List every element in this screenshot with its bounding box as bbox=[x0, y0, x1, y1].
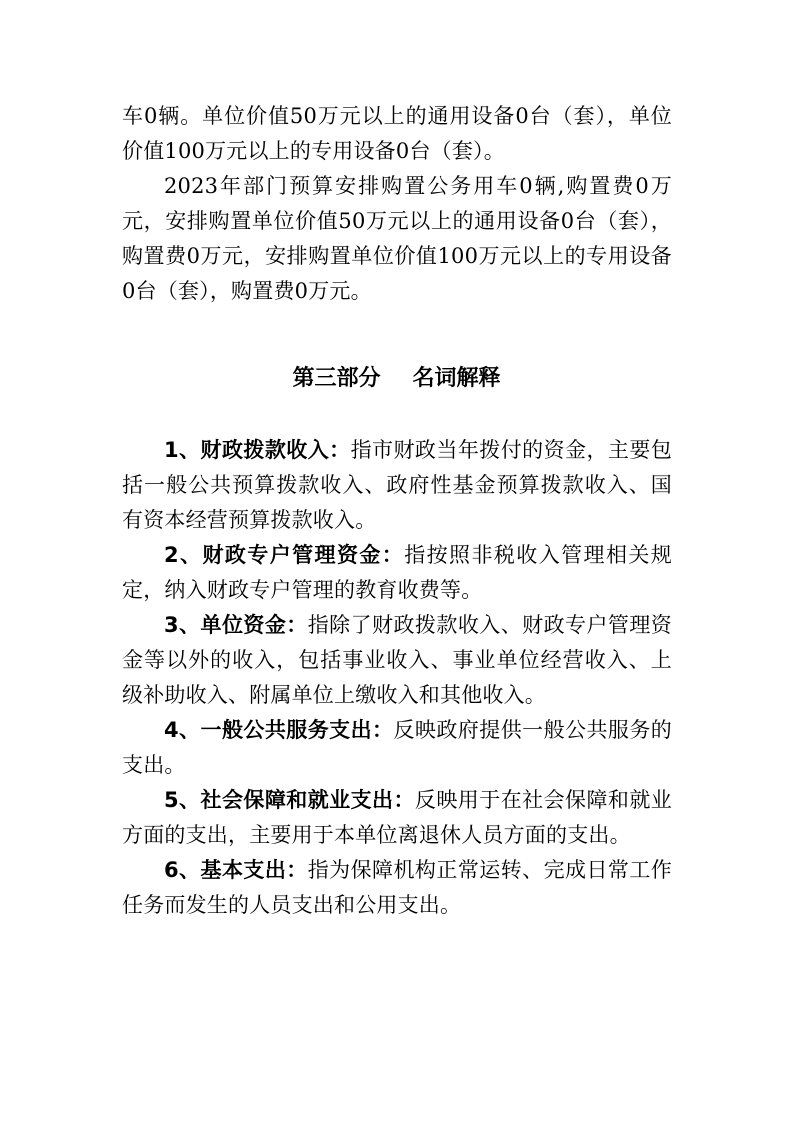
term-name: 5、社会保障和就业支出： bbox=[164, 788, 415, 812]
intro-paragraph-1: 车0辆。单位价值50万元以上的通用设备0台（套），单位价值100万元以上的专用设备0台（套）。 bbox=[122, 104, 672, 163]
term-definition: 指除了财政拨款收入、财政专户管理资金等以外的收入，包括事业收入、事业单位经营收入、上级补助收入、附属单位上缴收入和其他收入。 bbox=[122, 613, 672, 707]
term-definition: 指市财政当年拨付的资金，主要包括一般公共预算拨款收入、政府性基金预算拨款收入、国有资本经营预算拨款收入。 bbox=[122, 438, 673, 532]
intro-paragraph-2: 2023年部门预算安排购置公务用车0辆,购置费0万元，安排购置单位价值50万元以上的通用设备0台（套），购置费0万元，安排购置单位价值100万元以上的专用设备0台（套），购置费0万元。 bbox=[122, 174, 672, 303]
term-name: 4、一般公共服务支出： bbox=[164, 718, 394, 742]
term-definition: 反映用于在社会保障和就业方面的支出，主要用于本单位离退休人员方面的支出。 bbox=[122, 788, 672, 847]
term-name: 2、财政专户管理资金： bbox=[164, 543, 405, 567]
glossary-item bbox=[122, 713, 672, 783]
glossary-item bbox=[122, 433, 672, 538]
term-name: 6、基本支出： bbox=[164, 858, 308, 882]
glossary-block bbox=[122, 433, 672, 923]
section-heading bbox=[0, 362, 793, 396]
term-definition: 指为保障机构正常运转、完成日常工作任务而发生的人员支出和公用支出。 bbox=[122, 858, 672, 917]
glossary-item bbox=[122, 783, 672, 853]
term-name: 1、财政拨款收入： bbox=[164, 438, 351, 462]
term-definition: 反映政府提供一般公共服务的支出。 bbox=[122, 718, 672, 777]
glossary-item bbox=[122, 538, 672, 608]
section-title: 名词解释 bbox=[412, 366, 501, 391]
term-name: 3、单位资金： bbox=[164, 613, 308, 637]
term-definition: 指按照非税收入管理相关规定，纳入财政专户管理的教育收费等。 bbox=[122, 543, 672, 602]
glossary-item bbox=[122, 853, 672, 923]
intro-block bbox=[122, 99, 672, 309]
section-part-label: 第三部分 bbox=[292, 366, 381, 391]
glossary-item bbox=[122, 608, 672, 713]
